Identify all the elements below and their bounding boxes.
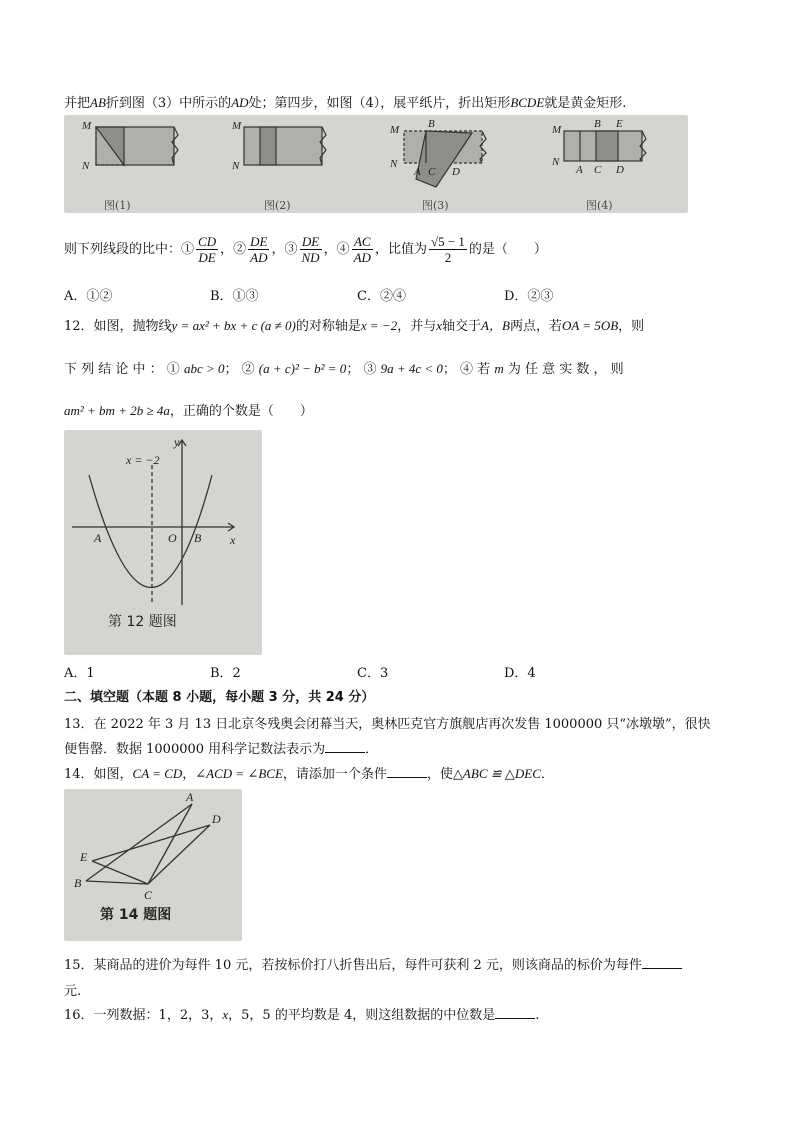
origin-label: O [168,531,177,545]
point-e-label: E [80,850,88,864]
q12-figure-caption: 第 12 题图 [108,614,177,630]
fig3-label-a: A [414,166,421,178]
q11-option-a[interactable]: A．①② [64,289,113,304]
q12-text: 轴交于 [442,319,482,334]
q12-text: 为 任 意 实 数 ， 则 [507,362,624,377]
intro-text: 并把 [64,96,91,111]
fig3-label-c: C [428,166,436,178]
section-heading: 二、填空题（本题 8 小题，每小题 3 分，共 24 分） [64,690,375,705]
q14-text: ，使 [426,767,453,782]
fraction-de-nd [300,234,322,265]
q12-line2 [64,358,624,377]
q15-text: 15．某商品的进价为每件 10 元，若按标价打八折售出后，每件可获利 2 元，则该商品的标价为每件 [64,958,642,973]
point-d-label: D [212,812,221,826]
q11-option-c[interactable]: C．②④ [357,289,406,304]
segment-ad: AD [231,95,249,110]
point-c-label: C [144,888,153,902]
q14-figure [64,789,242,941]
fig2-label-n: N [232,160,240,172]
q12-points: A，B [481,318,510,333]
q12-option-a[interactable]: A．1 [64,666,95,681]
fraction-ac-ad [352,234,373,265]
segment-ab: AB [90,95,106,110]
fig3-label-d: D [452,166,460,178]
q12-line3 [64,400,313,419]
frac-num: DE [250,234,268,249]
fig3-label-b: B [428,118,435,130]
item-mark: ① [181,242,195,257]
q12-conclusion-4: am² + bm + 2b ≥ 4a [64,403,170,418]
q15-line1 [64,954,682,973]
rectangle-bcde: BCDE [510,95,545,110]
frac-num: DE [300,234,322,250]
frac-num: AC [352,234,373,250]
segment-ca [148,804,192,884]
fig4-label-c: C [594,164,602,176]
y-label: y [174,435,180,449]
intro-text: 处；第四步，如图（4），展平纸片，折出矩形 [248,96,511,111]
q12-text: ，则 [618,319,645,334]
q14-figure-caption: 第 14 题图 [100,907,172,923]
fraction-cd-de [196,234,218,265]
fraction-de-ad [248,234,269,265]
fig2-caption: 图(2) [264,199,291,212]
fig1-caption: 图(1) [104,199,131,212]
fig2-strip [244,127,322,165]
q12-line1 [64,315,644,334]
fraction-golden [429,234,467,265]
q12-option-c[interactable]: C．3 [357,666,389,681]
q14-condition-1: CA = CD [132,766,183,781]
q14-condition-2: ∠ACD = ∠BCE [195,766,283,781]
fig4-label-d: D [616,164,624,176]
q12-var-x: x [436,318,443,333]
triangles-drawing [64,789,242,941]
point-a-label: A [94,531,102,545]
fig4-label-m: M [552,124,562,136]
fig1-label-n: N [82,160,90,172]
fig1-label-m: M [82,120,92,132]
q12-text: 两点，若 [509,319,562,334]
fold-figure [64,115,688,213]
q12-text: ，正确的个数是（ ） [169,404,313,419]
fig4-rect [596,131,618,161]
q15-line2: 元. [64,984,82,999]
q12-text: 的对称轴是 [295,319,361,334]
intro-text: 折到图（3）中所示的 [105,96,232,111]
q12-text: 12．如图，抛物线 [64,319,172,334]
q11-prefix: 则下列线段的比中： [64,242,182,257]
axis-label: x = −2 [126,453,160,467]
q16-var-x: x [222,1007,229,1022]
q12-var-m: m [494,361,504,376]
intro-line [64,92,626,111]
frac-den: AD [353,250,371,265]
fig4-label-n: N [552,156,560,168]
frac-num: √5 − 1 [430,234,465,249]
q12-text: ； ④ 若 [442,362,491,377]
segment-bc [86,881,148,884]
q12-option-b[interactable]: B．2 [210,666,241,681]
q11-option-b[interactable]: B．①③ [210,289,259,304]
fig3-label-n: N [390,158,398,170]
segment-ec [92,861,148,884]
segment-ba [86,804,192,881]
q12-text: ，并与 [397,319,437,334]
q14-line [64,763,554,782]
item-mark: ③ [284,242,298,257]
fig2-label-m: M [232,120,242,132]
x-label: x [230,533,236,547]
point-b-label: B [194,531,202,545]
intro-text: 就是黄金矩形. [544,96,627,111]
answer-blank[interactable] [387,765,427,778]
frac-den: AD [250,250,268,265]
q12-conclusion-2: (a + c)² − b² = 0 [258,361,347,376]
point-b-label: B [74,876,82,890]
q12-text: ； ② [224,362,255,377]
q12-option-d[interactable]: D．4 [504,666,536,681]
q16-text: 16．一列数据：1，2，3， [64,1008,223,1023]
q13-line2 [64,738,378,757]
q14-congruence: △ABC ≌ △DEC [452,766,541,781]
fig4-label-b: B [594,118,601,130]
q14-end: ． [540,767,554,782]
item-mark: ② [233,242,247,257]
fold-figure-drawing [64,115,688,213]
frac-den: 2 [444,250,452,265]
fig2-square [260,127,276,165]
q12-text: ； ③ [346,362,377,377]
fig4-label-a: A [576,164,583,176]
q12-conclusion-3: 9a + 4c < 0 [380,361,443,376]
q12-condition: OA = 5OB [561,318,619,333]
q14-text: ，请添加一个条件 [282,767,387,782]
parabola-graph [64,430,262,655]
q13-line1: 13．在 2022 年 3 月 13 日北京冬残奥会闭幕当天，奥林匹克官方旗舰店再次发售 1000000 只“冰墩墩”，很快 [64,717,711,732]
frac-num: CD [198,234,217,249]
q13-text: 便售罄．数据 1000000 用科学记数法表示为 [64,742,326,757]
q11-stem: 则下列线段的比中：① $\frac{CD}{DE}$ ，② $\frac{DE}{AD}$ ，③ $\frac{DE}{ND}$ ，④ $\frac{AC}{AD}$ ，比值为 $\frac{√5 - 1}{2}$ 的是（ ） [64,234,547,265]
answer-blank[interactable] [642,956,682,969]
point-a-label: A [186,790,194,804]
q12-equation: y = ax² + bx + c (a ≠ 0) [171,318,296,333]
segment-ed [92,825,210,861]
fig3-caption: 图(3) [422,199,449,212]
q11-suffix: 的是（ ） [468,242,547,257]
fig3-label-m: M [390,124,400,136]
answer-blank[interactable] [325,740,365,753]
answer-blank[interactable] [495,1006,535,1019]
q16-end: . [535,1008,540,1023]
q12-text: 下 列 结 论 中 ： ① [64,362,180,377]
frac-den: ND [301,250,320,265]
frac-den: DE [198,250,216,265]
q13-end: ． [365,742,379,757]
q14-text: 14．如图， [64,767,133,782]
item-mark: ④ [336,242,350,257]
q14-text: ， [182,767,196,782]
q11-option-d[interactable]: D．②③ [504,289,554,304]
q16-line [64,1004,539,1023]
q16-text: ，5，5 的平均数是 4，则这组数据的中位数是 [228,1008,496,1023]
fig4-label-e: E [616,118,623,130]
q12-axis: x = −2 [360,318,398,333]
q11-mid: ，比值为 [374,242,427,257]
fig4-caption: 图(4) [586,199,613,212]
q12-figure [64,430,262,655]
q12-conclusion-1: abc > 0 [183,361,225,376]
